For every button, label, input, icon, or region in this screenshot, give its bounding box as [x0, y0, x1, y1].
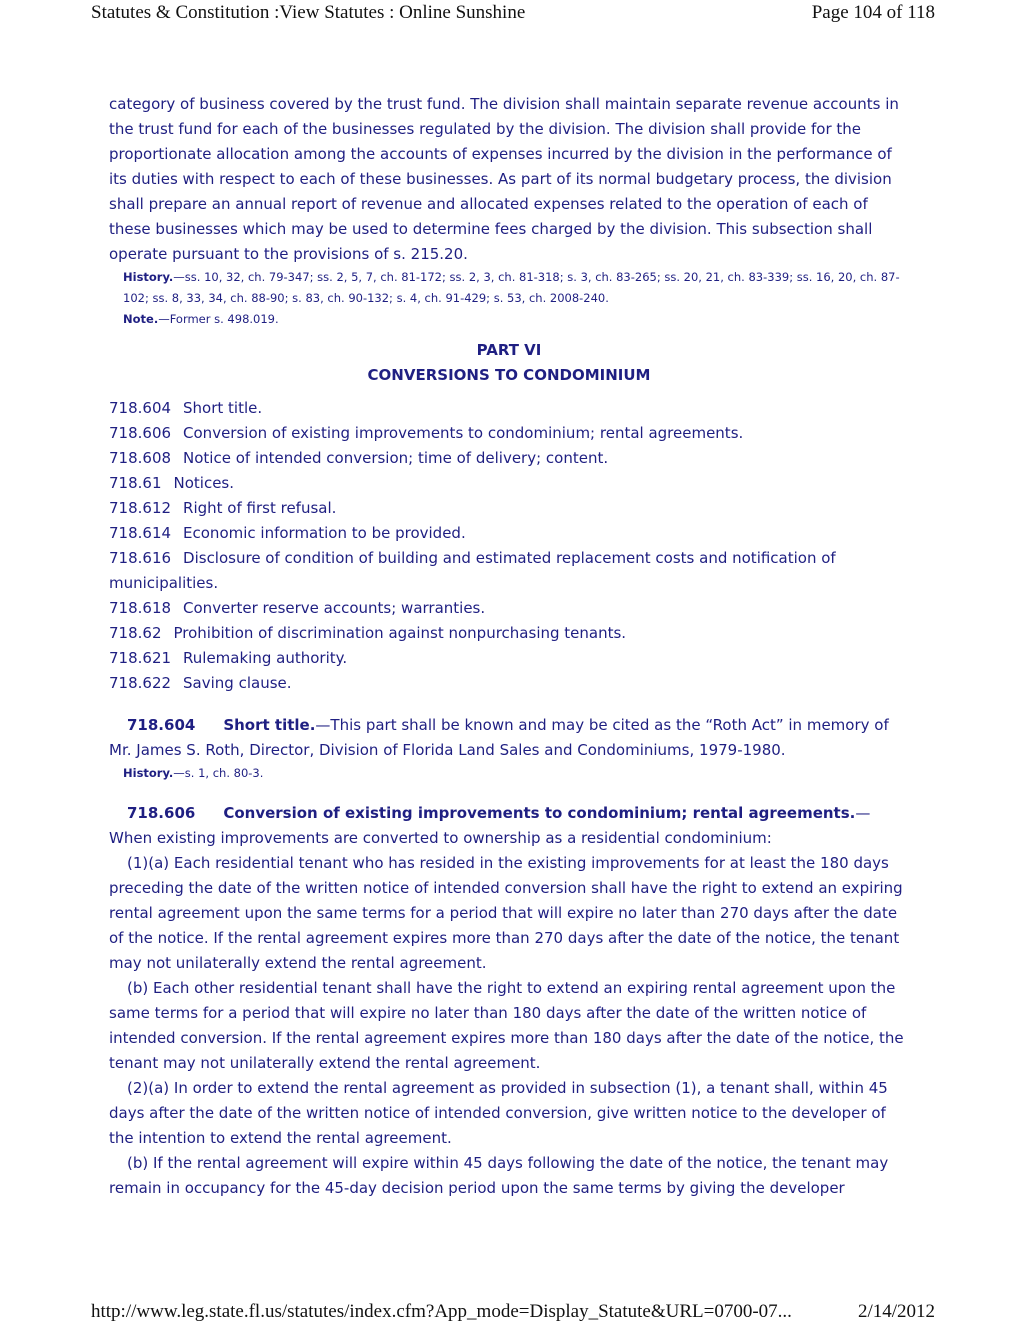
toc-item[interactable] — [109, 521, 909, 546]
toc-title: Notices. — [173, 474, 235, 492]
section-title: Short title. — [223, 716, 316, 734]
toc-number: 718.61 — [109, 474, 162, 492]
toc-item[interactable] — [109, 621, 909, 646]
section-text: —This part shall be known and may be cited as the “Roth Act” in memory of Mr. James S. Roth, Director, Division of Florida Land Sales and Condominiums, 1979-1980. — [109, 716, 889, 759]
subsection-2b: (b) If the rental agreement will expire within 45 days following the date of the notice, the tenant may remain in occupancy for the 45-day decision period upon the same terms by giving the developer — [109, 1154, 889, 1197]
toc-item[interactable] — [109, 471, 909, 496]
history-text: —ss. 10, 32, ch. 79-347; ss. 2, 5, 7, ch. 81-172; ss. 2, 3, ch. 81-318; s. 3, ch. 83-265; ss. 20, 21, ch. 83-339; ss. 16, 20, ch. 87-102; ss. 8, 33, 34, ch. 88-90; s. 83, ch. 90-132; s. 4, ch. 91-429; s. 53, ch. 2008-240. — [123, 270, 900, 305]
toc-title: Prohibition of discrimination against nonpurchasing tenants. — [173, 624, 627, 642]
toc-title: Economic information to be provided. — [183, 524, 466, 542]
intro-note — [109, 309, 909, 330]
toc-title: Short title. — [183, 399, 263, 417]
toc-title: Converter reserve accounts; warranties. — [183, 599, 486, 617]
section-number: 718.606 — [127, 804, 196, 822]
toc-item[interactable] — [109, 396, 909, 421]
section-718-604 — [109, 713, 909, 784]
toc-title: Conversion of existing improvements to condominium; rental agreements. — [183, 424, 744, 442]
toc-number: 718.614 — [109, 524, 172, 542]
section-title: Conversion of existing improvements to condominium; rental agreements. — [223, 804, 856, 822]
section-text: —When existing improvements are converted to ownership as a residential condominium: — [109, 804, 871, 847]
toc-number: 718.618 — [109, 599, 172, 617]
toc-item[interactable] — [109, 496, 909, 521]
toc-number: 718.622 — [109, 674, 172, 692]
intro-history — [109, 267, 909, 309]
note-label: Note. — [123, 312, 159, 326]
toc-title: Right of first refusal. — [183, 499, 337, 517]
subsection-1b: (b) Each other residential tenant shall have the right to extend an expiring rental agreement upon the same terms for a period that will expire no later than 180 days after the date of the written notice of intended conversion. If the rental agreement expires more than 180 days after the date of the notice, the tenant may not unilaterally extend the rental agreement. — [109, 979, 904, 1072]
toc-title: Saving clause. — [183, 674, 292, 692]
toc-title: Notice of intended conversion; time of delivery; content. — [183, 449, 609, 467]
note-text: —Former s. 498.019. — [158, 312, 279, 326]
section-718-606 — [109, 801, 909, 1201]
toc-number: 718.612 — [109, 499, 172, 517]
page-url[interactable]: http://www.leg.state.fl.us/statutes/index.cfm?App_mode=Display_Statute&URL=0700-07... — [91, 1301, 792, 1322]
statute-content — [109, 92, 909, 1201]
toc-number: 718.616 — [109, 549, 172, 567]
print-date: 2/14/2012 — [857, 1301, 935, 1322]
history-text: —s. 1, ch. 80-3. — [173, 766, 264, 780]
toc-number: 718.608 — [109, 449, 172, 467]
section-body — [109, 713, 909, 763]
history-label: History. — [123, 766, 174, 780]
document-header-title: Statutes & Constitution :View Statutes : Online Sunshine — [91, 2, 526, 23]
toc-number: 718.606 — [109, 424, 172, 442]
history-label: History. — [123, 270, 174, 284]
toc-item[interactable] — [109, 596, 909, 621]
subsection-2a: (2)(a) In order to extend the rental agreement as provided in subsection (1), a tenant shall, within 45 days after the date of the written notice of intended conversion, give written notice to the developer of the intention to extend the rental agreement. — [109, 1079, 888, 1147]
toc-title: Rulemaking authority. — [183, 649, 348, 667]
toc-number: 718.621 — [109, 649, 172, 667]
part-title: CONVERSIONS TO CONDOMINIUM — [367, 366, 651, 384]
intro-paragraph: category of business covered by the trust fund. The division shall maintain separate revenue accounts in the trust fund for each of the businesses regulated by the division. The division shall provide for the proportionate allocation among the accounts of expenses incurred by the division in the performance of its duties with respect to each of these businesses. As part of its normal budgetary process, the division shall prepare an annual report of revenue and allocated expenses related to the operation of each of these businesses which may be used to determine fees charged by the division. This subsection shall operate pursuant to the provisions of s. 215.20. — [109, 95, 899, 263]
toc-title: Disclosure of condition of building and estimated replacement costs and notification of municipalities. — [109, 549, 836, 592]
toc-item[interactable] — [109, 421, 909, 446]
toc-item[interactable] — [109, 446, 909, 471]
part-heading — [109, 338, 909, 388]
toc-item[interactable] — [109, 671, 909, 696]
toc-number: 718.604 — [109, 399, 172, 417]
section-index — [109, 396, 909, 696]
section-body — [109, 801, 909, 851]
section-history — [109, 763, 909, 784]
toc-item[interactable] — [109, 546, 909, 596]
page-number: Page 104 of 118 — [811, 2, 935, 23]
part-number: PART VI — [476, 341, 542, 359]
section-number: 718.604 — [127, 716, 196, 734]
toc-item[interactable] — [109, 646, 909, 671]
subsection-1a: (1)(a) Each residential tenant who has resided in the existing improvements for at least the 180 days preceding the date of the written notice of intended conversion shall have the right to extend an expiring rental agreement upon the same terms for a period that will expire no later than 270 days after the date of the notice. If the rental agreement expires more than 270 days after the date of the notice, the tenant may not unilaterally extend the rental agreement. — [109, 854, 903, 972]
toc-number: 718.62 — [109, 624, 162, 642]
